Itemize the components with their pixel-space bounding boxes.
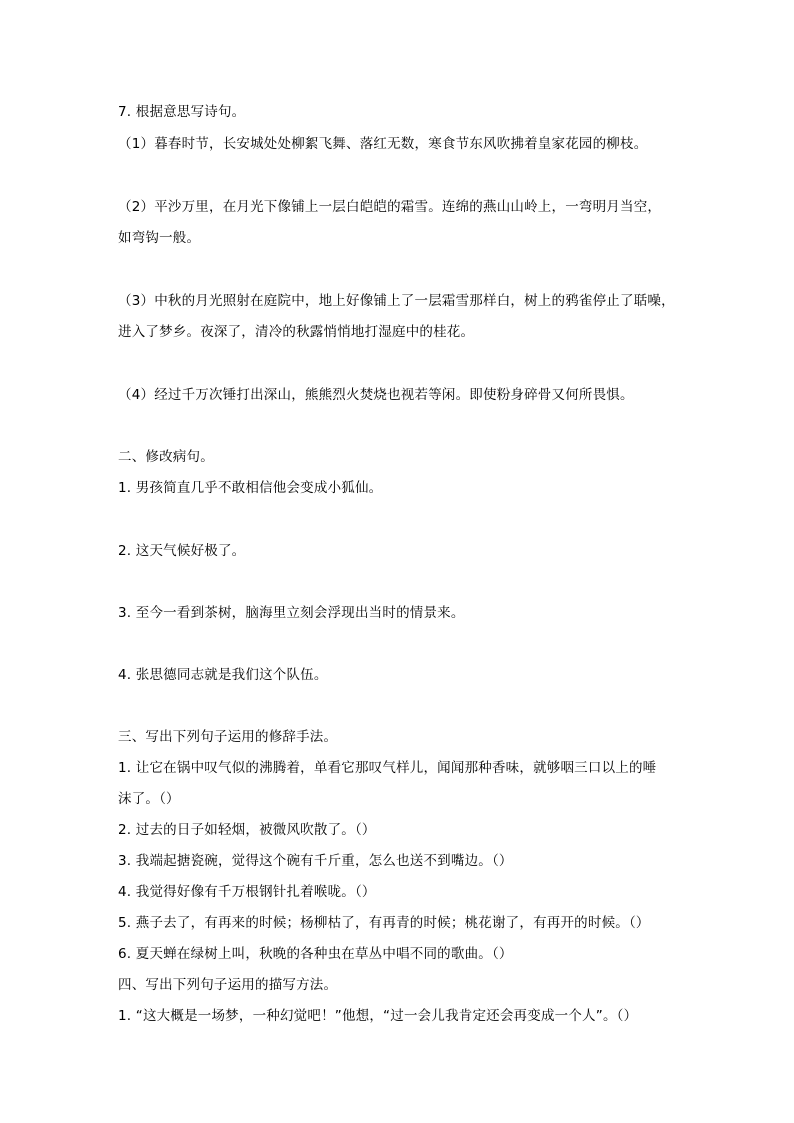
poem-item-4-line-1: （4）经过千万次锤打出深山，熊熊烈火焚烧也视若等闲。即使粉身碎骨又何所畏惧。 — [118, 387, 634, 403]
rhetoric-item-5: 5. 燕子去了，有再来的时候；杨柳枯了，有再青的时候；桃花谢了，有再开的时候。（） — [118, 915, 650, 931]
rhetoric-item-2: 2. 过去的日子如轻烟，被微风吹散了。（） — [118, 822, 376, 838]
sentence-item-3: 3. 至今一看到茶树，脑海里立刻会浮现出当时的情景来。 — [118, 605, 465, 621]
poem-item-2-line-2: 如弯钩一般。 — [118, 230, 201, 246]
rhetoric-item-6: 6. 夏天蝉在绿树上叫，秋晚的各种虫在草丛中唱不同的歌曲。（） — [118, 946, 513, 962]
section-4-heading: 四、写出下列句子运用的描写方法。 — [118, 977, 338, 993]
sentence-item-4: 4. 张思德同志就是我们这个队伍。 — [118, 667, 328, 683]
rhetoric-item-1-line-2: 沫了。（） — [118, 791, 180, 807]
poem-item-1-line-1: （1）暮春时节，长安城处处柳絮飞舞、落红无数，寒食节东风吹拂着皇家花园的柳枝。 — [118, 136, 648, 152]
rhetoric-item-3: 3. 我端起搪瓷碗，觉得这个碗有千斤重，怎么也送不到嘴边。（） — [118, 853, 513, 869]
poem-item-2-line-1: （2）平沙万里，在月光下像铺上一层白皑皑的霜雪。连绵的燕山山岭上，一弯明月当空， — [118, 199, 662, 215]
section-3-heading: 三、写出下列句子运用的修辞手法。 — [118, 729, 338, 745]
sentence-item-1: 1. 男孩简直几乎不敢相信他会变成小狐仙。 — [118, 480, 383, 496]
sentence-item-2: 2. 这天气候好极了。 — [118, 543, 246, 559]
rhetoric-item-1-line-1: 1. 让它在锅中叹气似的沸腾着，单看它那叹气样儿，闻闻那种香味，就够咽三口以上的唾 — [118, 760, 657, 776]
poem-item-3-line-1: （3）中秋的月光照射在庭院中，地上好像铺上了一层霜雪那样白，树上的鸦雀停止了聒噪， — [118, 293, 675, 309]
description-item-1: 1. “这大概是一场梦，一种幻觉吧！”他想，“过一会儿我肯定还会再变成一个人”。（） — [118, 1008, 638, 1024]
section-2-heading: 二、修改病句。 — [118, 449, 214, 465]
section-7-heading: 7. 根据意思写诗句。 — [118, 104, 246, 120]
rhetoric-item-4: 4. 我觉得好像有千万根钢针扎着喉咙。（） — [118, 884, 376, 900]
poem-item-3-line-2: 进入了梦乡。夜深了，清冷的秋露悄悄地打湿庭中的桂花。 — [118, 324, 475, 340]
